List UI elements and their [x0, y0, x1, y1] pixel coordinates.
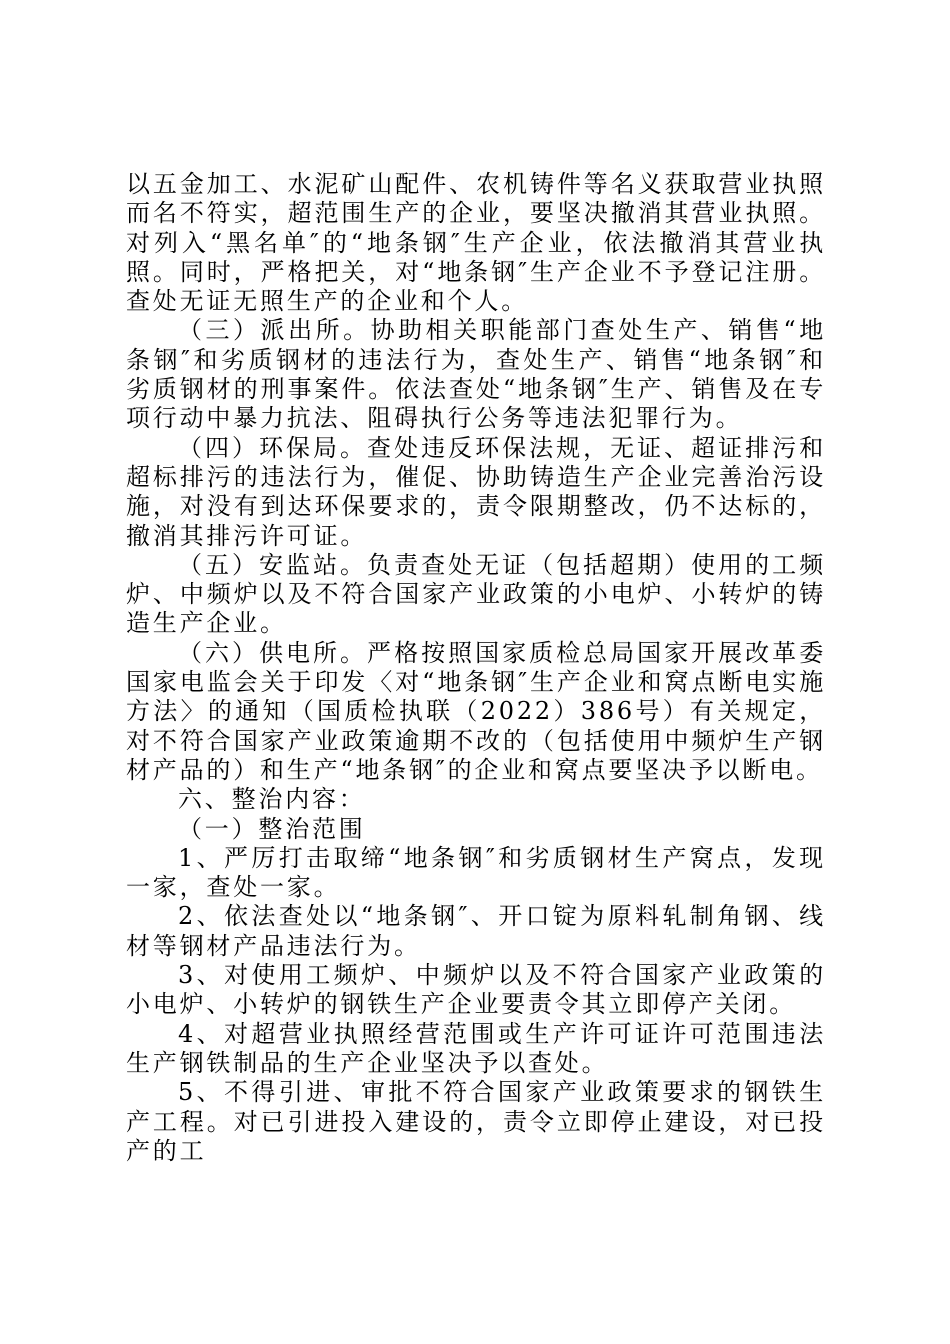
paragraph-police-station: （三）派出所。协助相关职能部门查处生产、销售“地条钢″和劣质钢材的违法行为，查处生产、销售“地条钢″和劣质钢材的刑事案件。依法查处“地条钢″生产、销售及在专项行动中暴力抗法、阻碍执行公务等违法犯罪行为。 [126, 316, 826, 433]
list-item-3: 3、对使用工频炉、中频炉以及不符合国家产业政策的小电炉、小转炉的钢铁生产企业要责令其立即停产关闭。 [126, 961, 826, 1019]
list-item-2: 2、依法查处以“地条钢″、开口锭为原料轧制角钢、线材等钢材产品违法行为。 [126, 902, 826, 960]
list-item-1: 1、严厉打击取缔“地条钢″和劣质钢材生产窝点，发现一家，查处一家。 [126, 843, 826, 902]
paragraph-safety-supervision: （五）安监站。负责查处无证（包括超期）使用的工频炉、中频炉以及不符合国家产业政策的小电炉、小转炉的铸造生产企业。 [126, 550, 826, 638]
section-heading-rectification-content: 六、整治内容： [178, 785, 366, 814]
paragraph-business-license: 以五金加工、水泥矿山配件、农机铸件等名义获取营业执照而名不符实，超范围生产的企业，要坚决撤消其营业执照。对列入“黑名单″的“地条钢″生产企业，依法撤消其营业执照。同时，严格把关，对“地条钢″生产企业不予登记注册。查处无证无照生产的企业和个人。 [126, 170, 826, 316]
paragraph-power-supply: （六）供电所。严格按照国家质检总局国家开展改革委国家电监会关于印发〈对“地条钢″生产企业和窝点断电实施方法〉的通知（国质检执联（2022）386号）有关规定，对不符合国家产业政策逾期不改的（包括使用中频炉生产钢材产品的）和生产“地条钢″的企业和窝点要坚决予以断电。 [126, 638, 826, 784]
document-body [126, 170, 826, 1166]
list-item-4: 4、对超营业执照经营范围或生产许可证许可范围违法生产钢铁制品的生产企业坚决予以查处。 [126, 1019, 826, 1077]
paragraph-environmental-bureau: （四）环保局。查处违反环保法规，无证、超证排污和超标排污的违法行为，催促、协助铸造生产企业完善治污设施，对没有到达环保要求的，责令限期整改，仍不达标的，撤消其排污许可证。 [126, 433, 826, 550]
list-item-5: 5、不得引进、审批不符合国家产业政策要求的钢铁生产工程。对已引进投入建设的，责令立即停止建设，对已投产的工 [126, 1078, 826, 1165]
subsection-heading-scope: （一）整治范围 [178, 814, 366, 843]
